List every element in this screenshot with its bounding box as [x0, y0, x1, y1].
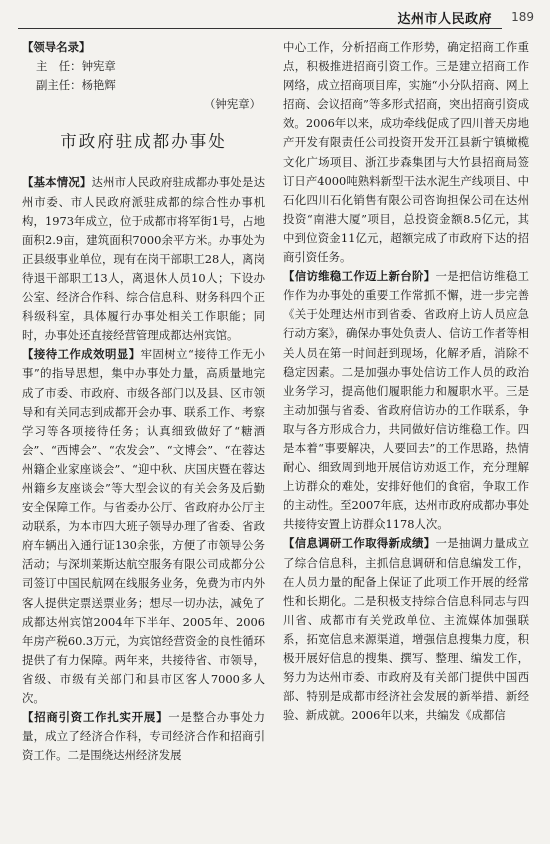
basic-label: 【基本情况】 [22, 175, 92, 190]
right-column [283, 38, 529, 725]
basic-text: 达州市人民政府驻成都办事处是达州市委、市人民政府派驻成都的综合性办事机构，1973年成立，位于成都市将军街1号，占地面积2.9亩，建筑面积7000余平方米。办事处为正县级事业单位，现有在岗干部职工28人，离岗待退干部职工13人，离退休人员10人；下设办公室、经济合作科、综合信息科、财务科四个正科级科室，具体履行办事处相关工作职能；同时，办事处还直接经营管理成都达州宾馆。 [22, 175, 265, 343]
info-label: 【信息调研工作取得新成绩】 [283, 536, 436, 551]
left-column [22, 38, 265, 765]
petition-label: 【信访维稳工作迈上新台阶】 [283, 269, 436, 284]
info-text: 一是抽调力量成立了综合信息科，主抓信息调研和信息编发工作，在人员力量的配备上保证了此项工作开展的经常性和长期化。二是积极支持综合信息科同志与四川省、成都市有关党政单位、主流媒体加强联系，拓宽信息来源渠道，增强信息搜集力度，积极开展好信息的搜集、撰写、整理、编发工作，努力为达州市委、市政府及有关部门提供中国西部、特别是成都市经济社会发展的新举措、新经验、新成就。2006年以来，共编发《成都信 [283, 536, 529, 723]
director-line: 主 任：钟宪章 [36, 59, 116, 74]
office-title: 市政府驻成都办事处 [60, 132, 227, 152]
investment-text-right: 中心工作，分析招商工作形势，确定招商工作重点，积极推进招商引资工作。三是建立招商工作网络，成立招商项目库，实施“小分队招商、网上招商、会议招商”等多形式招商，突出招商引资成效。2006年以来，成功牵线促成了四川普天房地产开发有限责任公司投资开发开江县新宁镇橄榄文化广场项目、浙江步森集团与大竹县招商局签订日产4000吨熟料新型干法水泥生产线项目、中石化四川石化销售有限公司咨询担保公司在达州投资“南港大厦”项目，总投资金额8.5亿元，其中到位资金11亿元，超额完成了市政府下达的招商引资任务。 [283, 40, 529, 265]
deputy-line: 副主任：杨艳辉 [36, 78, 116, 93]
reception-label: 【接待工作成效明显】 [22, 347, 141, 362]
leaders-heading: 【领导名录】 [22, 40, 91, 54]
investment-label: 【招商引资工作扎实开展】 [22, 710, 169, 725]
running-header-title: 达州市人民政府 [397, 12, 492, 27]
basic-paragraph [22, 173, 265, 345]
petition-paragraph [283, 267, 529, 534]
investment-paragraph-continued [283, 38, 529, 267]
petition-text: 一是把信访维稳工作作为办事处的重要工作常抓不懈，进一步完善《关于处理达州市到省委、省政府上访人员应急行动方案》，确保办事处负责人、信访工作者等相关人员在第一时间赶到现场，化解矛盾，消除不稳定因素。二是加强办事处信访工作人员的政治业务学习，提高他们履职能力和履职水平。三是主动加强与省委、省政府信访办的工作联系，争取与各方形成合力，共同做好信访维稳工作。四是本着“事要解决，人要回去”的工作思路，热情耐心、细致周到地开展信访劝返工作，充分理解上访群众的难处，安排好他们的食宿，争取工作的主动性。至2007年底，达州市政府成都办事处共接待安置上访群众1178人次。 [283, 269, 529, 532]
investment-text-left: 一是整合办事处力量，成立了经济合作科，专司经济合作和招商引资工作。二是围绕达州经济发展 [22, 710, 265, 763]
reception-text: 牢固树立“接待工作无小事”的指导思想，集中办事处力量，高质量地完成了市委、市政府、市级各部门以及县、区市领导和有关同志到成都开会办事、联系工作、考察学习等各项接待任务；认真细致做好了“糖酒会”、“西博会”、“农发会”、“文博会”、“在蓉达州籍企业家座谈会”、“迎中秋、庆国庆暨在蓉达州籍乡友座谈会”等大型会议的有关会务及后勤安全保障工作。与省委办公厅、省政府办公厅主动联系，为本市四大班子领导办理了省委、省政府车辆出入通行证130余张，方便了市领导公务活动；与深圳莱斯达航空服务有限公司成都分公司签订中国民航网在线服务业务，免费为市内外客人提供定票送票业务；想尽一切办法，减免了成都达州宾馆2004年下半年、2005年、2006年房产税60.3万元，为宾馆经营资金的良性循环提供了有力保障。两年来，共接待省、市领导，省级、市级有关部门和县市区客人7000多人次。 [22, 347, 265, 705]
page-header [0, 0, 550, 32]
page-number: 189 [511, 10, 534, 24]
investment-paragraph-start [22, 708, 265, 765]
reception-paragraph [22, 345, 265, 708]
header-rule [18, 28, 502, 29]
leaders-signature: （钟宪章） [204, 97, 261, 112]
info-paragraph [283, 534, 529, 725]
